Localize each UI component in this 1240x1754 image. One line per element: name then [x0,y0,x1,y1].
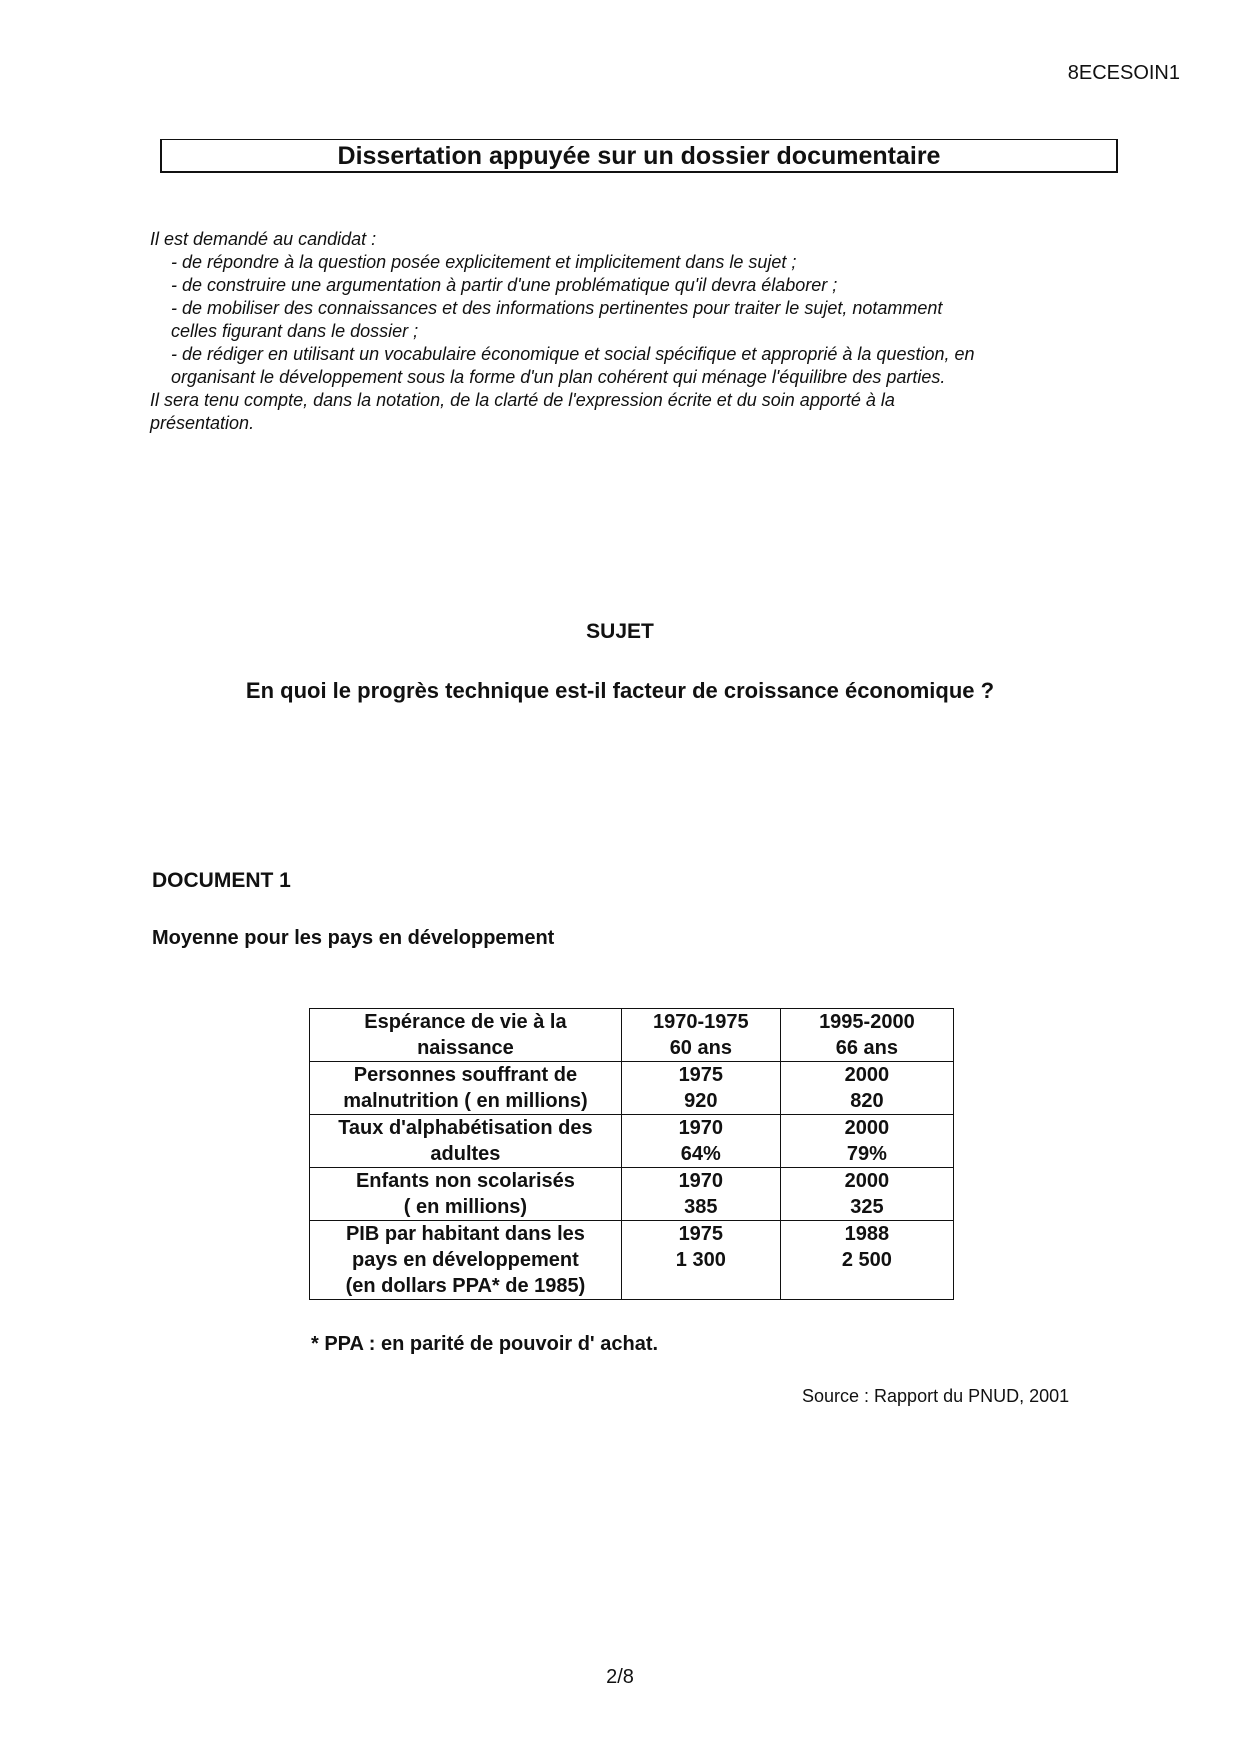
table-cell [780,1221,953,1300]
cell-line: 2000 [844,1117,890,1139]
instruction-item: - de répondre à la question posée explicitement et implicitement dans le sujet ; [171,252,797,272]
cell-line: 79% [846,1143,887,1165]
table-cell-label [310,1221,622,1300]
table-cell-label [310,1168,622,1221]
cell-line: adultes [430,1143,501,1165]
cell-line: 2000 [844,1170,890,1192]
cell-line: 1970 [678,1170,724,1192]
data-table [309,1008,954,1300]
cell-line: Enfants non scolarisés [355,1170,575,1192]
cell-line: 66 ans [835,1037,899,1059]
table-row [310,1062,954,1115]
table-row [310,1168,954,1221]
sujet-heading: SUJET [586,620,654,643]
cell-line: 1975 [678,1064,724,1086]
table-cell-label [310,1062,622,1115]
cell-line: ( en millions) [403,1196,528,1218]
instruction-item-continuation: celles figurant dans le dossier ; [171,321,419,341]
table-cell [780,1168,953,1221]
instructions-block [150,228,1090,435]
cell-line: 1 300 [675,1249,726,1271]
cell-line: Taux d'alphabétisation des [338,1117,593,1139]
table-cell [621,1221,780,1300]
cell-line: 1970-1975 [652,1011,749,1033]
table-footnote: * PPA : en parité de pouvoir d' achat. [311,1333,659,1355]
cell-line: (en dollars PPA* de 1985) [345,1275,586,1297]
table-row [310,1221,954,1300]
table-cell [621,1009,780,1062]
table-cell [780,1062,953,1115]
cell-line: 1995-2000 [819,1011,915,1033]
table-cell-label [310,1115,622,1168]
table-cell [621,1115,780,1168]
cell-line: naissance [417,1037,514,1059]
table-cell-label [310,1009,622,1062]
cell-line: 2000 [844,1064,890,1086]
instruction-item: - de rédiger en utilisant un vocabulaire économique et social spécifique et approprié à la question, en [171,344,975,364]
cell-line: 385 [684,1196,718,1218]
instruction-item: - de mobiliser des connaissances et des informations pertinentes pour traiter le sujet, notamment [171,298,943,318]
document-subtitle: Moyenne pour les pays en développement [152,927,555,949]
cell-line: 920 [684,1090,718,1112]
instruction-item: - de construire une argumentation à partir d'une problématique qu'il devra élaborer ; [171,275,838,295]
cell-line: 64% [680,1143,721,1165]
page-number: 2/8 [606,1666,634,1688]
table-row [310,1115,954,1168]
cell-line: pays en développement [352,1249,579,1271]
cell-line: 820 [850,1090,884,1112]
instructions-outro: Il sera tenu compte, dans la notation, de la clarté de l'expression écrite et du soin apporté à la [150,390,895,410]
cell-line: 2 500 [841,1249,892,1271]
table-row [310,1009,954,1062]
cell-line: Espérance de vie à la [364,1011,567,1033]
cell-line: 1970 [678,1117,724,1139]
cell-line: malnutrition ( en millions) [343,1090,588,1112]
table-cell [621,1062,780,1115]
cell-line: Personnes souffrant de [353,1064,578,1086]
document-code: 8ECESOIN1 [1067,62,1180,84]
instructions-outro: présentation. [150,413,255,433]
table-cell [780,1115,953,1168]
instruction-item-continuation: organisant le développement sous la forme d'un plan cohérent qui ménage l'équilibre des parties. [171,367,946,387]
cell-line: PIB par habitant dans les [345,1223,585,1245]
cell-line: 1975 [678,1223,724,1245]
cell-line: 60 ans [669,1037,732,1059]
sujet-question: En quoi le progrès technique est-il facteur de croissance économique ? [245,678,995,703]
cell-line: 325 [850,1196,884,1218]
document-heading: DOCUMENT 1 [152,869,291,892]
cell-line: 1988 [844,1223,890,1245]
source-citation: Source : Rapport du PNUD, 2001 [802,1386,1070,1406]
table-cell [621,1168,780,1221]
table-cell [780,1009,953,1062]
instructions-intro: Il est demandé au candidat : [150,229,377,249]
page-title: Dissertation appuyée sur un dossier documentaire [337,142,941,170]
